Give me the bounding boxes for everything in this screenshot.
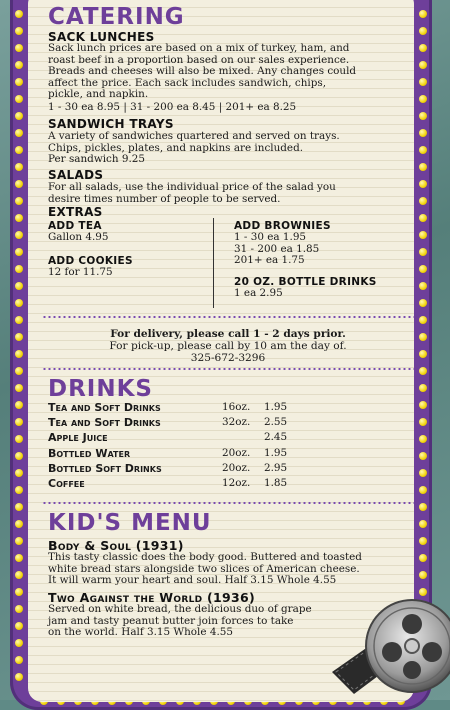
text-line: This tasty classic does the body good. Buttered and toasted [48, 551, 362, 563]
marquee-light-icon [419, 78, 427, 86]
marquee-light-icon [419, 163, 427, 171]
marquee-light-icon [15, 333, 23, 341]
text-line: 201+ ea 1.75 [234, 254, 305, 267]
pickup-line: For pick-up, please call by 10 am the day of. [109, 340, 347, 352]
add-brownies-prices [234, 232, 404, 267]
drink-name: Tea and Soft Drinks [48, 401, 161, 414]
marquee-light-icon [419, 95, 427, 103]
sandwich-trays-heading: SANDWICH TRAYS [48, 117, 174, 131]
sandwich-trays-description [48, 131, 400, 166]
marquee-light-icon [15, 401, 23, 409]
text-line: on the world. Half 3.15 Whole 4.55 [48, 626, 233, 639]
marquee-light-icon [419, 265, 427, 273]
marquee-light-icon [419, 61, 427, 69]
text-line: affect the price. Each sack includes sandwich, chips, [48, 76, 327, 89]
text-line: Served on white bread, the delicious duo of grape [48, 603, 312, 615]
extras-heading: EXTRAS [48, 205, 103, 219]
marquee-light-icon [15, 384, 23, 392]
marquee-light-icon [15, 486, 23, 494]
drink-price: 1.95 [264, 447, 288, 459]
marquee-light-icon [15, 418, 23, 426]
marquee-light-icon [419, 452, 427, 460]
marquee-light-icon [419, 214, 427, 222]
marquee-light-icon [419, 350, 427, 358]
kids-item-heading: Two Against the World (1936) [48, 590, 256, 605]
marquee-light-icon [15, 639, 23, 647]
bottle-drinks-heading: 20 OZ. BOTTLE DRINKS [234, 276, 377, 288]
drink-price: 1.95 [264, 401, 288, 413]
delivery-info [48, 328, 408, 364]
marquee-light-icon [419, 231, 427, 239]
marquee-light-icon [15, 622, 23, 630]
drink-name: Coffee [48, 477, 85, 490]
marquee-light-icon [15, 469, 23, 477]
drink-name: Bottled Water [48, 447, 131, 460]
text-line: Chips, pickles, plates, and napkins are included. [48, 141, 304, 154]
dotted-divider [42, 502, 414, 504]
marquee-light-icon [15, 316, 23, 324]
marquee-light-icon [419, 435, 427, 443]
text-line: Breads and cheeses will also be mixed. Any changes could [48, 65, 357, 78]
drink-row [48, 431, 348, 445]
drink-name: Apple Juice [48, 431, 108, 444]
drink-size: 20oz. [222, 462, 251, 474]
kids-item-description [48, 552, 400, 587]
add-cookies-heading: ADD COOKIES [48, 255, 133, 267]
drink-row [48, 447, 348, 461]
marquee-light-icon [419, 282, 427, 290]
kids-menu-title: KID'S MENU [48, 510, 212, 536]
dotted-divider [42, 368, 414, 370]
marquee-light-icon [419, 469, 427, 477]
add-tea-heading: ADD TEA [48, 220, 102, 232]
marquee-light-icon [15, 265, 23, 273]
marquee-light-icon [419, 112, 427, 120]
drink-name: Bottled Soft Drinks [48, 462, 162, 475]
marquee-light-icon [15, 197, 23, 205]
marquee-light-icon [419, 571, 427, 579]
sandwich-price: Per sandwich 9.25 [48, 153, 145, 166]
marquee-light-icon [15, 350, 23, 358]
marquee-light-icon [419, 180, 427, 188]
text-line: pickle, and napkin. [48, 88, 149, 101]
catering-title: CATERING [48, 4, 185, 30]
marquee-light-icon [15, 367, 23, 375]
text-line: 31 - 200 ea 1.85 [234, 242, 320, 255]
marquee-light-icon [419, 129, 427, 137]
marquee-light-icon [419, 537, 427, 545]
marquee-light-icon [15, 248, 23, 256]
marquee-light-icon [419, 418, 427, 426]
drink-size: 12oz. [222, 477, 251, 489]
marquee-light-icon [15, 588, 23, 596]
marquee-light-icon [419, 248, 427, 256]
phone-number: 325-672-3296 [190, 352, 266, 364]
marquee-light-icon [15, 435, 23, 443]
salads-heading: SALADS [48, 168, 104, 182]
sack-lunches-description [48, 43, 400, 114]
text-line: Sack lunch prices are based on a mix of turkey, ham, and [48, 42, 350, 54]
marquee-light-icon [15, 231, 23, 239]
text-line: 1 - 30 ea 1.95 [234, 231, 307, 243]
drink-size: 32oz. [222, 416, 251, 428]
marquee-light-icon [15, 299, 23, 307]
marquee-light-icon [15, 44, 23, 52]
marquee-light-icon [15, 27, 23, 35]
delivery-line: For delivery, please call 1 - 2 days prior. [110, 328, 346, 340]
text-line: A variety of sandwiches quartered and served on trays. [48, 130, 340, 142]
add-cookies-price: 12 for 11.75 [48, 266, 113, 278]
drink-row [48, 462, 348, 476]
marquee-light-icon [419, 44, 427, 52]
drink-row [48, 477, 348, 491]
salads-description [48, 182, 400, 205]
text-line: It will warm your heart and soul. Half 3.15 Whole 4.55 [48, 574, 337, 587]
marquee-light-icon [419, 146, 427, 154]
text-line: roast beef in a proportion based on our sales experience. [48, 53, 350, 66]
add-tea-price: Gallon 4.95 [48, 231, 109, 243]
marquee-light-icon [15, 129, 23, 137]
marquee-light-icon [15, 554, 23, 562]
marquee-light-icon [15, 571, 23, 579]
sack-lunches-heading: SACK LUNCHES [48, 30, 155, 44]
drink-row [48, 416, 348, 430]
marquee-light-icon [15, 95, 23, 103]
marquee-light-icon [15, 503, 23, 511]
marquee-light-icon [15, 10, 23, 18]
marquee-light-icon [15, 61, 23, 69]
drink-price: 2.55 [264, 416, 288, 428]
marquee-light-icon [419, 333, 427, 341]
marquee-light-icon [419, 503, 427, 511]
marquee-light-icon [419, 367, 427, 375]
marquee-light-icon [15, 146, 23, 154]
drink-size: 16oz. [222, 401, 251, 413]
text-line: desire times number of people to be served. [48, 192, 281, 205]
marquee-light-icon [15, 282, 23, 290]
bottle-drinks-price: 1 ea 2.95 [234, 287, 283, 299]
drink-name: Tea and Soft Drinks [48, 416, 161, 429]
drink-price: 2.45 [264, 431, 288, 443]
marquee-light-icon [419, 316, 427, 324]
drink-size: 20oz. [222, 447, 251, 459]
marquee-light-icon [15, 656, 23, 664]
marquee-light-icon [419, 299, 427, 307]
marquee-light-icon [15, 163, 23, 171]
sack-lunches-prices: 1 - 30 ea 8.95 | 31 - 200 ea 8.45 | 201+ ea 8.25 [48, 100, 297, 113]
marquee-light-icon [15, 520, 23, 528]
marquee-light-icon [419, 486, 427, 494]
drink-price: 1.85 [264, 477, 288, 489]
add-brownies-heading: ADD BROWNIES [234, 220, 331, 232]
marquee-light-icon [15, 214, 23, 222]
marquee-light-icon [419, 197, 427, 205]
dotted-divider [42, 316, 414, 318]
marquee-light-icon [15, 112, 23, 120]
text-line: For all salads, use the individual price of the salad you [48, 181, 336, 193]
marquee-light-icon [419, 554, 427, 562]
marquee-light-icon [15, 537, 23, 545]
drink-row [48, 401, 348, 415]
text-line: white bread stars alongside two slices of American cheese. [48, 562, 360, 575]
marquee-light-icon [15, 180, 23, 188]
marquee-light-icon [15, 673, 23, 681]
marquee-light-icon [419, 520, 427, 528]
film-reel-icon [332, 584, 450, 700]
marquee-light-icon [15, 452, 23, 460]
extras-divider [213, 218, 214, 308]
drink-price: 2.95 [264, 462, 288, 474]
text-line: jam and tasty peanut butter join forces to take [48, 614, 294, 627]
marquee-light-icon [419, 27, 427, 35]
marquee-light-icon [419, 384, 427, 392]
marquee-light-icon [15, 78, 23, 86]
kids-item-heading: Body & Soul (1931) [48, 538, 184, 553]
marquee-light-icon [15, 605, 23, 613]
marquee-light-icon [419, 401, 427, 409]
marquee-light-icon [419, 10, 427, 18]
drinks-title: DRINKS [48, 376, 153, 402]
